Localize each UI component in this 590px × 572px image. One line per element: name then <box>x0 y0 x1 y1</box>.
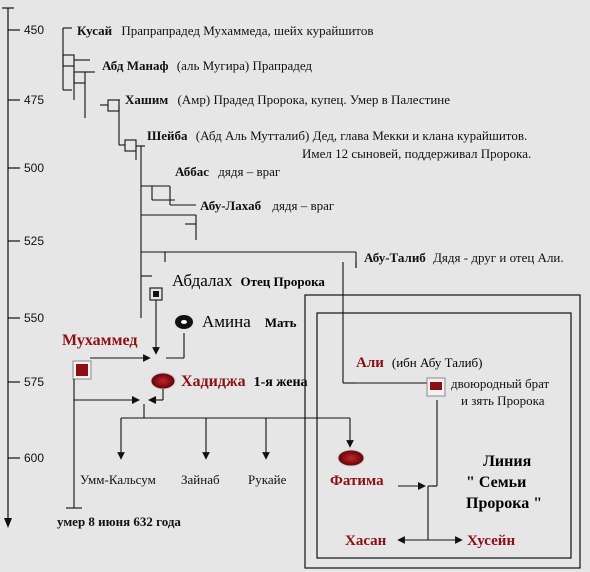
ali-name: Али <box>356 355 384 371</box>
parent-lines <box>156 300 184 358</box>
abd-manaf-name: Абд Манаф <box>102 58 169 73</box>
amina-label <box>202 312 297 331</box>
ali-lines <box>356 262 437 540</box>
abu-lahab-label <box>200 198 334 213</box>
khadija-desc: 1-я жена <box>253 375 308 390</box>
fatima-connector-arrow <box>418 482 426 490</box>
kusai-desc: Прапрапрадед Мухаммеда, шейх курайшитов <box>121 23 374 38</box>
amina-marker-dot <box>181 320 187 324</box>
hashim-desc: (Амр) Прадед Пророка, купец. Умер в Палестине <box>177 92 451 107</box>
abbas-desc: дядя – враг <box>218 164 281 179</box>
muhammad-marker-fill <box>76 364 88 376</box>
marriage-arrow-right <box>148 396 156 404</box>
family-box-line3: Пророка " <box>466 495 543 512</box>
sheiba-desc-line2: Имел 12 сыновей, поддерживал Пророка. <box>302 146 532 161</box>
year-label-500: 500 <box>24 161 45 175</box>
family-box-outer <box>305 295 580 568</box>
year-label-525: 525 <box>24 234 45 248</box>
khadija-label <box>181 373 308 390</box>
fatima-name: Фатима <box>330 473 384 489</box>
marriage-lines <box>74 389 350 418</box>
daughter-zainab: Зайнаб <box>181 472 220 487</box>
ali-marker-fill <box>430 382 442 390</box>
timeline-axis <box>2 8 20 522</box>
marriage-arrow-left <box>132 396 140 404</box>
ali-desc: (ибн Абу Талиб) <box>391 355 483 370</box>
daughter-rukaie: Рукайе <box>248 472 287 487</box>
ali-desc-line2: двоюродный брат <box>451 376 550 391</box>
muhammad-name: Мухаммед <box>62 332 138 349</box>
khadija-name: Хадиджа <box>181 373 246 390</box>
family-box-line1: Линия <box>483 453 532 470</box>
amina-name: Амина <box>202 312 251 331</box>
abdallah-desc: Отец Пророка <box>240 274 325 289</box>
kusai-name: Кусай <box>77 23 113 38</box>
daughter-umm-kalsum: Умм-Кальсум <box>80 472 156 487</box>
fatima-marker <box>338 450 364 466</box>
abu-lahab-name: Абу-Лахаб <box>200 198 262 213</box>
hashim-name: Хашим <box>125 92 169 107</box>
khadija-marker <box>151 373 175 389</box>
abu-talib-desc: Дядя - друг и отец Али. <box>433 250 564 265</box>
abu-talib-name: Абу-Талиб <box>364 250 426 265</box>
amina-desc: Мать <box>264 315 297 330</box>
ali-label <box>356 354 482 371</box>
kusai-label <box>77 23 373 38</box>
abd-manaf-label <box>102 58 312 73</box>
abbas-label <box>175 164 280 179</box>
abbas-name: Аббас <box>175 164 209 179</box>
family-box-line2: " Семьи <box>466 474 527 491</box>
husein-name: Хусейн <box>467 533 516 549</box>
sheiba-label <box>147 128 527 143</box>
timeline-arrowhead <box>4 518 12 528</box>
family-box-inner <box>317 313 571 558</box>
sheiba-desc: (Абд Аль Муттaлиб) Дед, глава Мекки и клана курайшитов. <box>195 128 528 143</box>
abdallah-marker <box>153 291 159 297</box>
sheiba-name: Шейба <box>147 128 188 143</box>
year-label-575: 575 <box>24 375 45 389</box>
abdallah-label <box>172 271 325 290</box>
year-label-450: 450 <box>24 23 45 37</box>
hasan-name: Хасан <box>345 533 387 549</box>
abdallah-name: Абдалах <box>172 271 233 290</box>
year-label-475: 475 <box>24 93 45 107</box>
abd-manaf-desc: (аль Мугира) Прапрадед <box>176 58 313 73</box>
muhammad-life-line <box>66 379 82 508</box>
abu-talib-label <box>364 250 564 265</box>
ali-desc-line3: и зять Пророка <box>461 393 545 408</box>
hashim-label <box>125 92 450 107</box>
abu-lahab-desc: дядя – враг <box>272 198 335 213</box>
muhammad-death: умер 8 июня 632 года <box>57 514 181 529</box>
year-label-550: 550 <box>24 311 45 325</box>
year-label-600: 600 <box>24 451 45 465</box>
